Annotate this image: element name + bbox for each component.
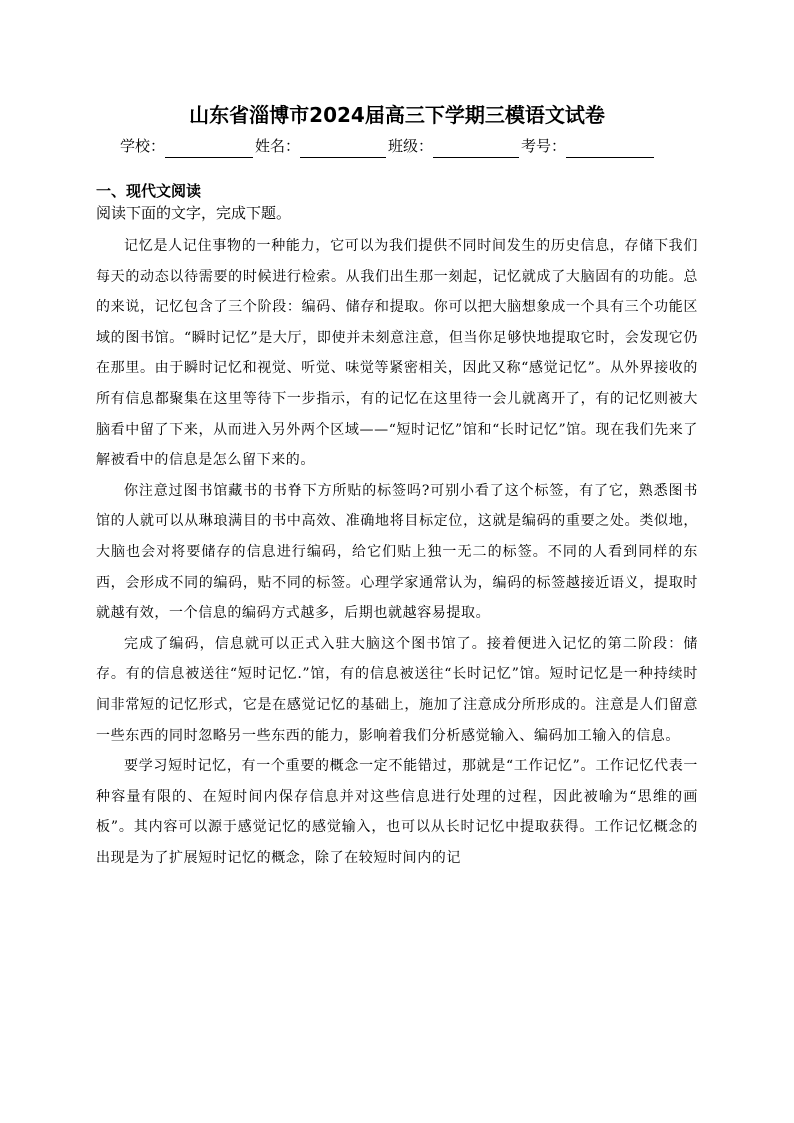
class-label: 班级：	[388, 137, 434, 155]
reading-instruction: 阅读下面的文字，完成下题。	[96, 204, 292, 222]
name-label: 姓名：	[255, 137, 301, 155]
passage-paragraph-1: 记忆是人记住事物的一种能力，它可以为我们提供不同时间发生的历史信息，存储下我们每天的动态以待需要的时候进行检索。从我们出生那一刻起，记忆就成了大脑固有的功能。总的来说，记忆包含了三个阶段：编码、储存和提取。你可以把大脑想象成一个具有三个功能区域的图书馆。“瞬时记忆”是大厅，即使并未刻意注意，但当你足够快地提取它时，会发现它仍在那里。由于瞬时记忆和视觉、听觉、味觉等紧密相关，因此又称“感觉记忆”。从外界接收的所有信息都聚集在这里等待下一步指示，有的记忆在这里待一会儿就离开了，有的记忆则被大脑看中留了下来，从而进入另外两个区域——“短时记忆”馆和“长时记忆”馆。现在我们先来了解被看中的信息是怎么留下来的。	[96, 238, 698, 469]
number-label: 考号：	[521, 137, 567, 155]
passage-paragraph-2: 你注意过图书馆藏书的书脊下方所贴的标签吗?可别小看了这个标签，有了它，熟悉图书馆的人就可以从琳琅满目的书中高效、准确地将目标定位，这就是编码的重要之处。类似地，大脑也会对将要储存的信息进行编码，给它们贴上独一无二的标签。不同的人看到同样的东西，会形成不同的编码，贴不同的标签。心理学家通常认为，编码的标签越接近语义，提取时就越有效，一个信息的编码方式越多，后期也就越容易提取。	[96, 482, 698, 622]
exam-title: 山东省淄博市2024届高三下学期三模语文试卷	[189, 103, 605, 127]
school-label: 学校：	[120, 137, 166, 155]
passage-paragraph-4: 要学习短时记忆，有一个重要的概念一定不能错过，那就是“工作记忆”。工作记忆代表一种容量有限的、在短时间内保存信息并对这些信息进行处理的过程，因此被喻为“思维的画板”。其内容可以源于感觉记忆的感觉输入，也可以从长时记忆中提取获得。工作记忆概念的出现是为了扩展短时记忆的概念，除了在较短时间内的记	[96, 758, 698, 866]
passage-paragraph-3: 完成了编码，信息就可以正式入驻大脑这个图书馆了。接着便进入记忆的第二阶段：储存。有的信息被送往“短时记忆.”馆，有的信息被送往“长时记忆”馆。短时记忆是一种持续时间非常短的记忆形式，它是在感觉记忆的基础上，施加了注意成分所形成的。注意是人们留意一些东西的同时忽略另一些东西的能力，影响着我们分析感觉输入、编码加工输入的信息。	[96, 635, 698, 744]
class-blank[interactable]	[433, 139, 519, 158]
name-blank[interactable]	[300, 139, 386, 158]
school-blank[interactable]	[165, 139, 253, 158]
section-heading: 一、现代文阅读	[96, 182, 202, 200]
student-info-line	[120, 134, 680, 158]
number-blank[interactable]	[566, 139, 654, 158]
reading-passage	[96, 231, 698, 873]
